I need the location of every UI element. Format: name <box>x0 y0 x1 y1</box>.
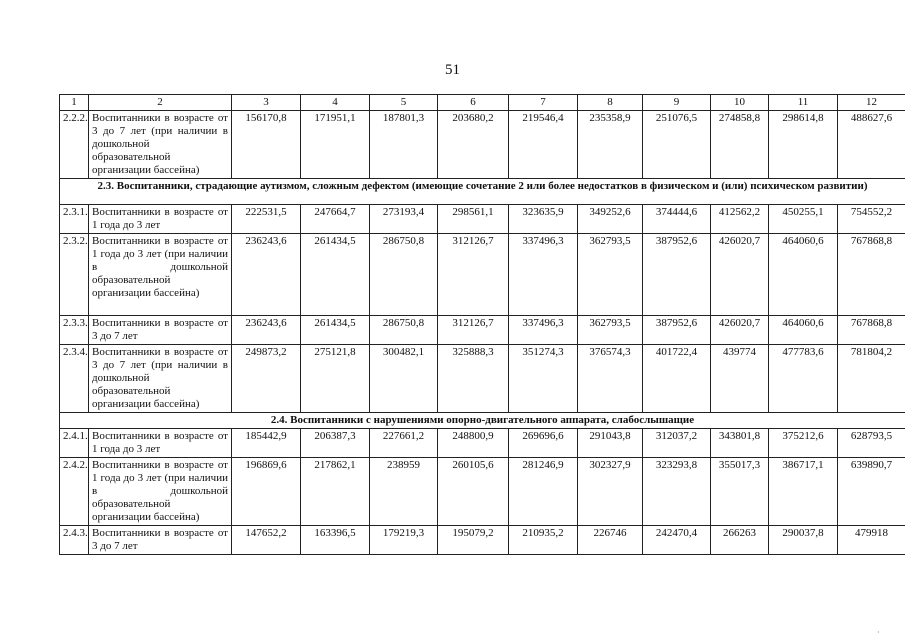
table-row <box>60 458 905 526</box>
value-cell: 464060,6 <box>769 234 838 316</box>
value-cell: 269696,6 <box>509 429 578 458</box>
value-cell: 312037,2 <box>643 429 711 458</box>
value-cell: 251076,5 <box>643 111 711 179</box>
value-cell: 439774 <box>711 345 769 413</box>
value-cell: 488627,6 <box>838 111 905 179</box>
value-cell: 312126,7 <box>438 316 509 345</box>
column-header-3: 3 <box>232 95 301 111</box>
value-cell: 187801,3 <box>370 111 438 179</box>
column-header-9: 9 <box>643 95 711 111</box>
value-cell: 325888,3 <box>438 345 509 413</box>
value-cell: 273193,4 <box>370 205 438 234</box>
value-cell: 291043,8 <box>578 429 643 458</box>
value-cell: 374444,6 <box>643 205 711 234</box>
value-cell: 450255,1 <box>769 205 838 234</box>
value-cell: 387952,6 <box>643 234 711 316</box>
value-cell: 261434,5 <box>301 316 370 345</box>
value-cell: 628793,5 <box>838 429 905 458</box>
value-cell: 163396,5 <box>301 526 370 555</box>
value-cell: 464060,6 <box>769 316 838 345</box>
value-cell: 179219,3 <box>370 526 438 555</box>
value-cell: 260105,6 <box>438 458 509 526</box>
value-cell: 302327,9 <box>578 458 643 526</box>
value-cell: 337496,3 <box>509 316 578 345</box>
row-description: Воспитанники в возрасте от 3 до 7 лет <box>89 316 232 345</box>
row-number: 2.3.2. <box>60 234 89 316</box>
value-cell: 355017,3 <box>711 458 769 526</box>
row-number: 2.4.3. <box>60 526 89 555</box>
value-cell: 298614,8 <box>769 111 838 179</box>
value-cell: 236243,6 <box>232 234 301 316</box>
value-cell: 247664,7 <box>301 205 370 234</box>
value-cell: 226746 <box>578 526 643 555</box>
value-cell: 343801,8 <box>711 429 769 458</box>
value-cell: 754552,2 <box>838 205 905 234</box>
column-header-6: 6 <box>438 95 509 111</box>
value-cell: 639890,7 <box>838 458 905 526</box>
value-cell: 236243,6 <box>232 316 301 345</box>
value-cell: 323635,9 <box>509 205 578 234</box>
value-cell: 275121,8 <box>301 345 370 413</box>
value-cell: 238959 <box>370 458 438 526</box>
value-cell: 351274,3 <box>509 345 578 413</box>
table-row <box>60 205 905 234</box>
row-description: Воспитанники в возрасте от 1 года до 3 лет <box>89 205 232 234</box>
column-header-7: 7 <box>509 95 578 111</box>
table-row <box>60 345 905 413</box>
value-cell: 266263 <box>711 526 769 555</box>
value-cell: 222531,5 <box>232 205 301 234</box>
row-number: 2.4.2. <box>60 458 89 526</box>
value-cell: 298561,1 <box>438 205 509 234</box>
column-header-5: 5 <box>370 95 438 111</box>
table-body <box>60 111 905 555</box>
value-cell: 185442,9 <box>232 429 301 458</box>
value-cell: 375212,6 <box>769 429 838 458</box>
column-header-10: 10 <box>711 95 769 111</box>
row-description: Воспитанники в возрасте от 3 до 7 лет (при наличии в дошкольной образовательной организации бассейна) <box>89 111 232 179</box>
section-title: 2.4. Воспитанники с нарушениями опорно-двигательного аппарата, слабослышащие <box>60 413 905 429</box>
section-title: 2.3. Воспитанники, страдающие аутизмом, сложным дефектом (имеющие сочетание 2 или более недостатков в физическом и (или) психическом развитии) <box>60 179 905 205</box>
value-cell: 286750,8 <box>370 234 438 316</box>
column-header-1: 1 <box>60 95 89 111</box>
value-cell: 147652,2 <box>232 526 301 555</box>
value-cell: 156170,8 <box>232 111 301 179</box>
section-row <box>60 413 905 429</box>
value-cell: 227661,2 <box>370 429 438 458</box>
value-cell: 261434,5 <box>301 234 370 316</box>
value-cell: 196869,6 <box>232 458 301 526</box>
value-cell: 387952,6 <box>643 316 711 345</box>
row-number: 2.3.4. <box>60 345 89 413</box>
value-cell: 300482,1 <box>370 345 438 413</box>
value-cell: 362793,5 <box>578 316 643 345</box>
value-cell: 248800,9 <box>438 429 509 458</box>
column-header-8: 8 <box>578 95 643 111</box>
value-cell: 767868,8 <box>838 316 905 345</box>
value-cell: 349252,6 <box>578 205 643 234</box>
value-cell: 401722,4 <box>643 345 711 413</box>
column-header-2: 2 <box>89 95 232 111</box>
row-number: 2.4.1. <box>60 429 89 458</box>
page-number: 51 <box>445 62 460 78</box>
value-cell: 171951,1 <box>301 111 370 179</box>
value-cell: 219546,4 <box>509 111 578 179</box>
value-cell: 781804,2 <box>838 345 905 413</box>
value-cell: 281246,9 <box>509 458 578 526</box>
value-cell: 386717,1 <box>769 458 838 526</box>
value-cell: 203680,2 <box>438 111 509 179</box>
value-cell: 323293,8 <box>643 458 711 526</box>
value-cell: 235358,9 <box>578 111 643 179</box>
value-cell: 274858,8 <box>711 111 769 179</box>
value-cell: 479918 <box>838 526 905 555</box>
row-number: 2.3.1. <box>60 205 89 234</box>
table-row <box>60 429 905 458</box>
section-row <box>60 179 905 205</box>
value-cell: 217862,1 <box>301 458 370 526</box>
value-cell: 376574,3 <box>578 345 643 413</box>
value-cell: 362793,5 <box>578 234 643 316</box>
value-cell: 206387,3 <box>301 429 370 458</box>
table-row <box>60 111 905 179</box>
row-description: Воспитанники в возрасте от 1 года до 3 лет (при наличии в дошкольной образовательной организации бассейна) <box>89 234 232 316</box>
table-row <box>60 316 905 345</box>
value-cell: 412562,2 <box>711 205 769 234</box>
row-description: Воспитанники в возрасте от 1 года до 3 лет <box>89 429 232 458</box>
value-cell: 249873,2 <box>232 345 301 413</box>
value-cell: 337496,3 <box>509 234 578 316</box>
scan-mark: · <box>877 628 880 637</box>
value-cell: 477783,6 <box>769 345 838 413</box>
column-header-4: 4 <box>301 95 370 111</box>
row-description: Воспитанники в возрасте от 3 до 7 лет <box>89 526 232 555</box>
value-cell: 286750,8 <box>370 316 438 345</box>
value-cell: 312126,7 <box>438 234 509 316</box>
header-row <box>60 95 905 111</box>
row-number: 2.2.2. <box>60 111 89 179</box>
column-header-11: 11 <box>769 95 838 111</box>
value-cell: 290037,8 <box>769 526 838 555</box>
row-description: Воспитанники в возрасте от 3 до 7 лет (при наличии в дошкольной образовательной организации бассейна) <box>89 345 232 413</box>
column-header-12: 12 <box>838 95 905 111</box>
tariff-table <box>59 94 905 555</box>
value-cell: 426020,7 <box>711 234 769 316</box>
row-number: 2.3.3. <box>60 316 89 345</box>
value-cell: 210935,2 <box>509 526 578 555</box>
value-cell: 426020,7 <box>711 316 769 345</box>
value-cell: 767868,8 <box>838 234 905 316</box>
table-row <box>60 234 905 316</box>
value-cell: 195079,2 <box>438 526 509 555</box>
value-cell: 242470,4 <box>643 526 711 555</box>
table-row <box>60 526 905 555</box>
row-description: Воспитанники в возрасте от 1 года до 3 лет (при наличии в дошкольной образовательной организации бассейна) <box>89 458 232 526</box>
